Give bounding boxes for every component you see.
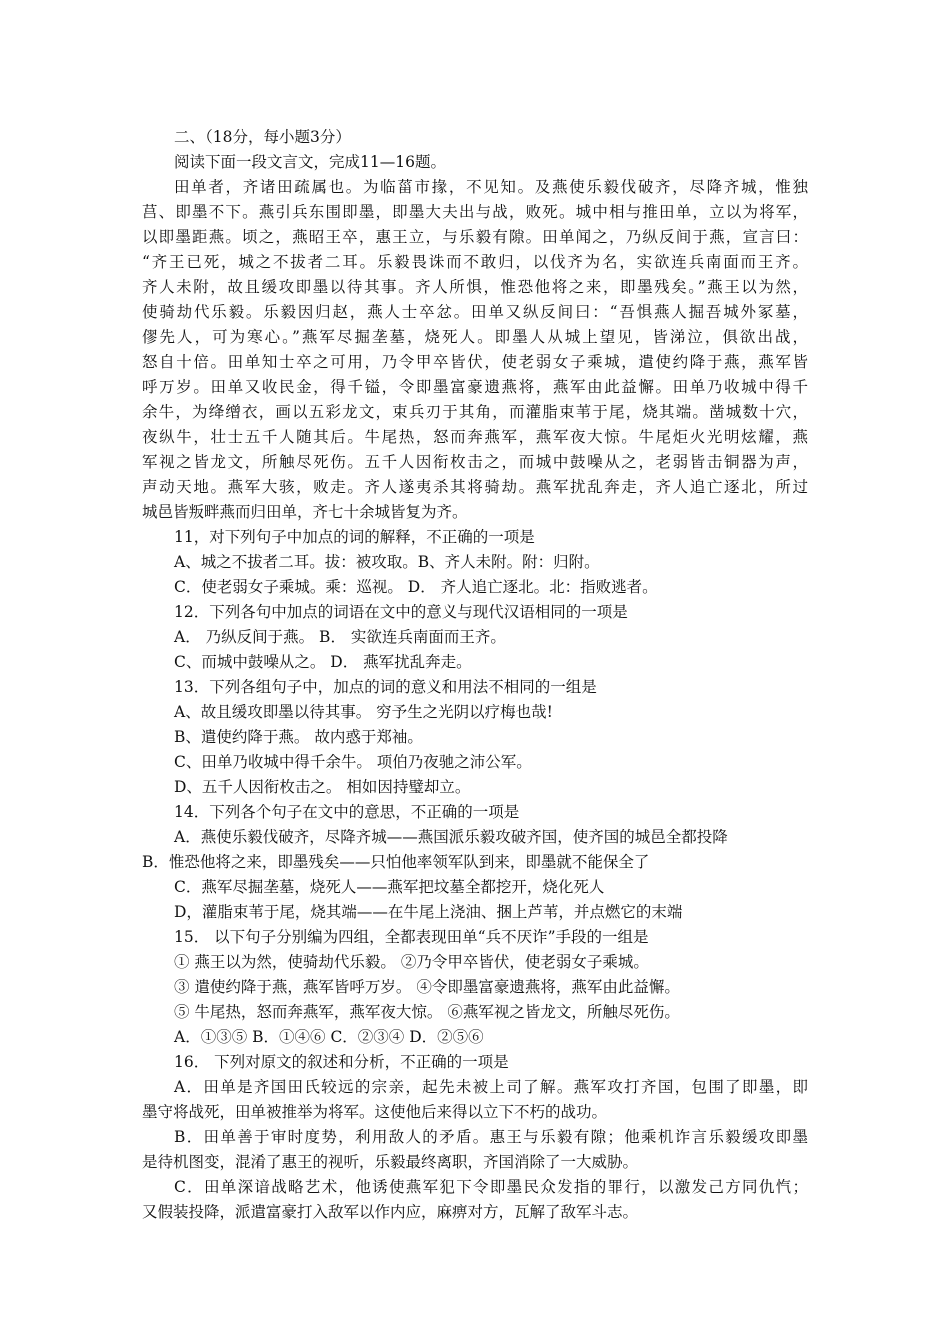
- question-option-cont: 是待机图变，混淆了惠王的视听，乐毅最终离职，齐国消除了一大威胁。: [142, 1153, 639, 1171]
- section-instruction: 阅读下面一段文言文，完成11—16题。: [174, 153, 446, 171]
- passage-line: 僇先人，可为寒心。”燕军尽掘垄墓，烧死人。即墨人从城上望见，皆涕泣，俱欲出战，: [142, 328, 808, 346]
- question-option: B、遣使约降于燕。 故内惑于郑袖。: [174, 728, 423, 746]
- passage-line: 夜纵牛，壮士五千人随其后。牛尾热，怒而奔燕军，燕军夜大惊。牛尾炬火光明炫耀，燕: [142, 428, 808, 446]
- exam-page: [142, 125, 808, 1225]
- question-13: [142, 675, 808, 800]
- question-option: D、五千人因衔枚击之。 相如因持璧却立。: [174, 778, 471, 796]
- passage-line: 呼万岁。田单又收民金，得千镒，令即墨富豪遗燕将，燕军由此益懈。田单乃收城中得千: [142, 378, 808, 396]
- question-option: ① 燕王以为然，使骑劫代乐毅。 ②乃令甲卒皆伏，使老弱女子乘城。: [174, 953, 649, 971]
- question-14: [142, 800, 808, 925]
- passage-line: 怒自十倍。田单知士卒之可用，乃令甲卒皆伏，使老弱女子乘城，遣使约降于燕，燕军皆: [142, 353, 808, 371]
- question-15: [142, 925, 808, 1050]
- question-option: B．田单善于审时度势，利用敌人的矛盾。惠王与乐毅有隙；他乘机诈言乐毅缓攻即墨: [174, 1128, 808, 1146]
- passage-line: 使骑劫代乐毅。乐毅因归赵，燕人士卒忿。田单又纵反间曰：“吾惧燕人掘吾城外冢墓，: [142, 303, 808, 321]
- question-option-cont: 又假装投降，派遣富豪打入敌军以作内应，麻痹对方，瓦解了敌军斗志。: [142, 1203, 639, 1221]
- question-option: C．田单深谙战略艺术，他诱使燕军犯下令即墨民众发指的罪行，以激发己方同仇忾；: [174, 1178, 808, 1196]
- passage-line: 田单者，齐诸田疏属也。为临菑市掾，不见知。及燕使乐毅伐破齐，尽降齐城，惟独: [174, 178, 808, 196]
- passage-line: 莒、即墨不下。燕引兵东围即墨，即墨大夫出与战，败死。城中相与推田单，立以为将军，: [142, 203, 808, 221]
- question-option: C．燕军尽掘垄墓，烧死人——燕军把坟墓全都挖开，烧化死人: [174, 878, 605, 896]
- question-option: ⑤ 牛尾热，怒而奔燕军，燕军夜大惊。 ⑥燕军视之皆龙文，所触尽死伤。: [174, 1003, 680, 1021]
- passage-line: 齐人未附，故且缓攻即墨以待其事。齐人所惧，惟恐他将之来，即墨残矣。”燕王以为然，: [142, 278, 808, 296]
- classical-passage: [142, 175, 808, 525]
- question-option: A．燕使乐毅伐破齐，尽降齐城——燕国派乐毅攻破齐国，使齐国的城邑全都投降: [174, 828, 728, 846]
- question-12: [142, 600, 808, 675]
- question-option: C．使老弱女子乘城。乘：巡视。 D． 齐人追亡逐北。北：指败逃者。: [174, 578, 658, 596]
- question-option: ③ 遣使约降于燕，燕军皆呼万岁。 ④令即墨富豪遗燕将，燕军由此益懈。: [174, 978, 680, 996]
- question-choices: A．①③⑤ B．①④⑥ C．②③④ D．②⑤⑥: [174, 1028, 484, 1046]
- question-stem: 16． 下列对原文的叙述和分析，不正确的一项是: [174, 1053, 509, 1071]
- question-option: B．惟恐他将之来，即墨残矣——只怕他率领军队到来，即墨就不能保全了: [142, 853, 650, 871]
- question-stem: 13．下列各组句子中，加点的词的意义和用法不相同的一组是: [174, 678, 597, 696]
- passage-line: 声动天地。燕军大骇，败走。齐人遂夷杀其将骑劫。燕军扰乱奔走，齐人追亡逐北，所过: [142, 478, 808, 496]
- question-16: [142, 1050, 808, 1225]
- passage-line: 军视之皆龙文，所触尽死伤。五千人因衔枚击之，而城中鼓噪从之，老弱皆击铜器为声，: [142, 453, 808, 471]
- passage-line: 余牛，为绛缯衣，画以五彩龙文，束兵刃于其角，而灌脂束苇于尾，烧其端。凿城数十穴，: [142, 403, 808, 421]
- section-heading: 二、（18分，每小题3分）: [174, 128, 351, 146]
- question-11: [142, 525, 808, 600]
- question-option: A． 乃纵反间于燕。 B． 实欲连兵南面而王齐。: [174, 628, 506, 646]
- question-option: C、而城中鼓噪从之。 D． 燕军扰乱奔走。: [174, 653, 472, 671]
- passage-line: 城邑皆叛畔燕而归田单，齐七十余城皆复为齐。: [142, 503, 468, 521]
- question-option: C、田单乃收城中得千余牛。 项伯乃夜驰之沛公军。: [174, 753, 532, 771]
- question-stem: 12．下列各句中加点的词语在文中的意义与现代汉语相同的一项是: [174, 603, 628, 621]
- question-stem: 15． 以下句子分别编为四组，全都表现田单“兵不厌诈”手段的一组是: [174, 928, 649, 946]
- question-stem: 14．下列各个句子在文中的意思，不正确的一项是: [174, 803, 520, 821]
- question-option: A、故且缓攻即墨以待其事。 穷予生之光阴以疗梅也哉!: [174, 703, 553, 721]
- question-option: A．田单是齐国田氏较远的宗亲，起先未被上司了解。燕军攻打齐国，包围了即墨，即: [174, 1078, 808, 1096]
- question-option: D，灌脂束苇于尾，烧其端——在牛尾上浇油、捆上芦苇，并点燃它的末端: [174, 903, 683, 921]
- question-option: A、城之不拔者二耳。拔：被攻取。B、齐人未附。附：归附。: [174, 553, 600, 571]
- passage-line: 以即墨距燕。顷之，燕昭王卒，惠王立，与乐毅有隙。田单闻之，乃纵反间于燕，宣言曰：: [142, 228, 808, 246]
- question-stem: 11，对下列句子中加点的词的解释，不正确的一项是: [174, 528, 535, 546]
- passage-line: “齐王已死，城之不拔者二耳。乐毅畏诛而不敢归，以伐齐为名，实欲连兵南面而王齐。: [142, 253, 808, 271]
- question-option-cont: 墨守将战死，田单被推举为将军。这使他后来得以立下不朽的战功。: [142, 1103, 608, 1121]
